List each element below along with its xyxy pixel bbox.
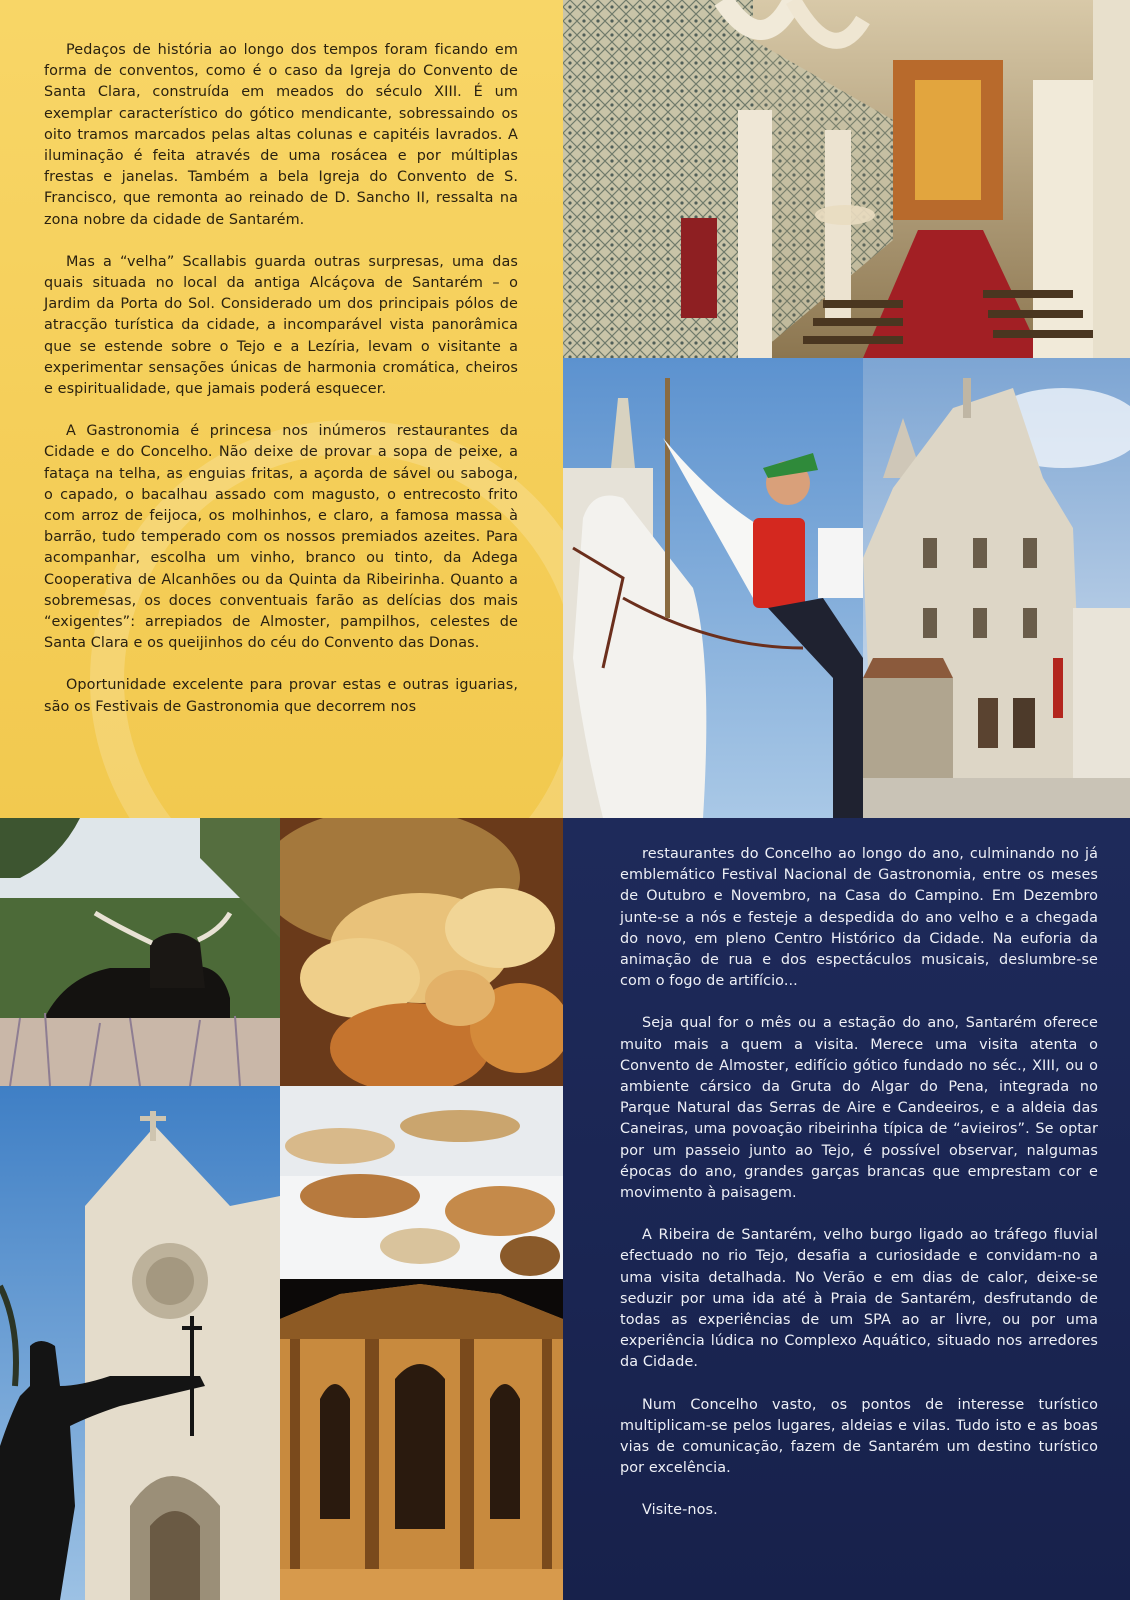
- paragraph-festivals-cont: restaurantes do Concelho ao longo do ano, culminando no já emblemático Festival Nacional de Gastronomia, entre os meses de Outubro e Novembro, na Casa do Campino. Em Dezembro junte-se a nós e festeje a despedida do ano velho e a chegada do novo, em pleno Centro Histórico da Cidade. Na euforia da animação de rua e dos espectáculos musicais, deslumbre-se com o fogo de artifício...: [620, 846, 1098, 990]
- paragraph-concelho: Num Concelho vasto, os pontos de interesse turístico multiplicam-se pelos lugares, aldeias e vilas. Tudo isto e as boas vias de comunicação, fazem de Santarém um destino turístico por excelência.: [620, 1396, 1098, 1477]
- closing-visit-us: Visite-nos.: [642, 1502, 718, 1519]
- fried-food-photo: [280, 818, 563, 1086]
- paragraph-scallabis: Mas a “velha” Scallabis guarda outras surpresas, uma das quais situada no local da antiga Alcáçova de Santarém – o Jardim da Porta do Sol. Considerado um dos principais pólos de atracção turística da cidade, a incomparável vista panorâmica que se estende sobre o Tejo e a Lezíria, levam o visitante a experimentar sensações únicas de harmonia cromática, cheiros e espiritualidade, que jamais poderá esquecer.: [44, 253, 518, 398]
- yellow-text-panel: [0, 0, 563, 818]
- yellow-text-block: [44, 40, 518, 739]
- paragraph-gastronomy: A Gastronomia é princesa nos inúmeros restaurantes da Cidade e do Concelho. Não deixe de provar a sopa de peixe, a fataça na telha, as enguias fritas, a açorda de sável ou saboga, o capado, o bacalhau assado com magusto, o entrecosto frito com arroz de feijoca, os molhinhos, e claro, a famosa massa à barrão, tudo temperado com os nossos premiados azeites. Para acompanhar, escolha um vinho, branco ou tinto, da Adega Cooperativa de Alcanhões ou da Quinta da Ribeirinha. Quanto a sobremesas, os doces conventuais farão as delícias dos mais “exigentes”: arrepiados de Almoster, pampilhos, celestes de Santa Clara e os queijinhos do céu do Convento das Donas.: [44, 423, 518, 652]
- paragraph-festivals-start: Oportunidade excelente para provar estas e outras iguarias, são os Festivais de Gastronomia que decorrem nos: [44, 677, 518, 715]
- navy-text-block: [620, 844, 1098, 1543]
- black-bull-photo: [0, 818, 280, 1086]
- paragraph-ribeira: A Ribeira de Santarém, velho burgo ligado ao tráfego fluvial efectuado no rio Tejo, desafia a curiosidade e convidam-no a uma visita detalhada. No Verão e em dias de calor, deixe-se seduzir por uma ida até à Praia de Santarém, desfrutando de todas as experiências de um SPA ao ar livre, ou por uma experiência lúdica no Complexo Aquático, situado nos arredores da Cidade.: [620, 1227, 1098, 1371]
- church-apse-night-photo: [280, 1279, 563, 1600]
- gothic-church-statue-photo: [0, 1086, 280, 1600]
- navy-text-panel: [563, 818, 1130, 1600]
- pastries-table-photo: [280, 1086, 563, 1279]
- campino-horseman-photo: [563, 358, 863, 818]
- church-interior-photo: [563, 0, 1130, 358]
- cathedral-facade-photo: [863, 358, 1130, 818]
- paragraph-convents: Pedaços de história ao longo dos tempos foram ficando em forma de conventos, como é o caso da Igreja do Convento de Santa Clara, construída em meados do século XIII. É um exemplar característico do gótico mendicante, sobressaindo os oito tramos marcados pelas altas colunas e capitéis lavrados. A iluminação é feita através de uma rosácea e por múltiplas frestas e janelas. Também a bela Igreja do Convento de S. Francisco, que remonta ao reinado de D. Sancho II, ressalta na zona nobre da cidade de Santarém.: [44, 42, 518, 228]
- paragraph-seasons: Seja qual for o mês ou a estação do ano, Santarém oferece muito mais a quem a visita. Merece uma visita atenta o Convento de Almoster, edifício gótico fundado no séc., XIII, ou o ambiente cársico da Gruta do Algar do Pena, integrada no Parque Natural das Serras de Aire e Candeeiros, e a aldeia das Caneiras, uma povoação ribeirinha típica de “avieiros”. Se optar por um passeio junto ao Tejo, é possível observar, nalgumas épocas do ano, grandes garças brancas que emprestam cor e movimento à paisagem.: [620, 1015, 1098, 1202]
